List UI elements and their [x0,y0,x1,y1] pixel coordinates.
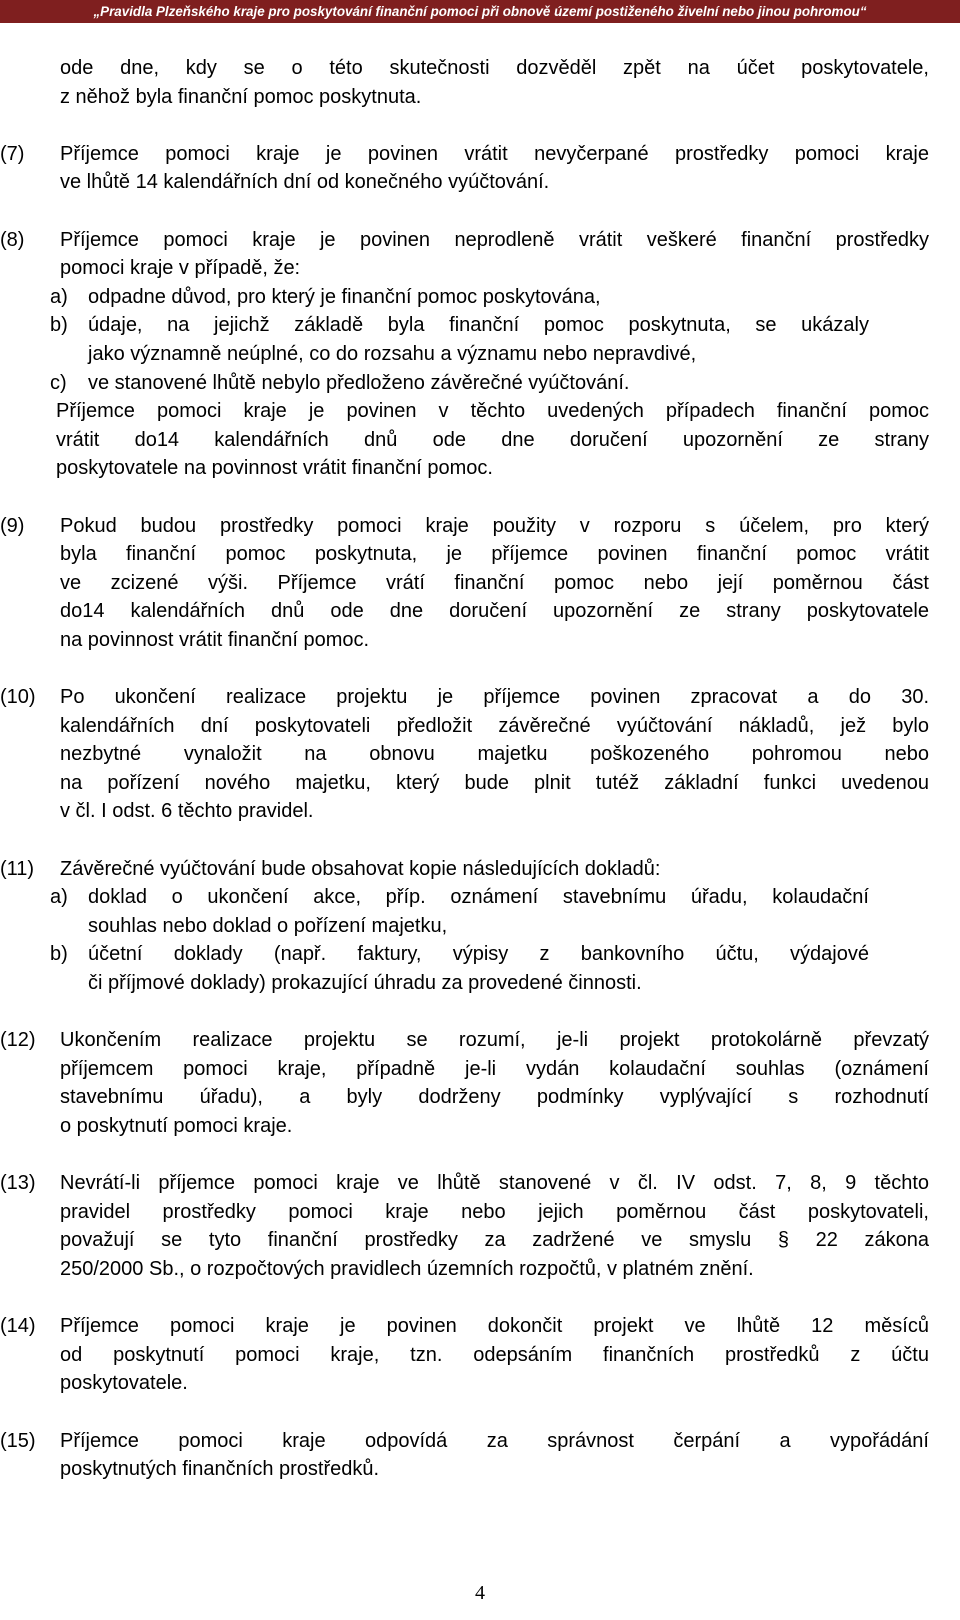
text-line: pravidel prostředky pomoci kraje nebo jejich poměrnou část poskytovateli, [60,1200,929,1223]
list-item [50,369,869,398]
paragraph-13 [0,1169,929,1283]
text-line: poskytovatele. [60,1372,188,1395]
list-item [50,883,869,940]
text-line: či příjmové doklady) prokazující úhradu za provedené činnosti. [88,972,642,994]
text-line: odpadne důvod, pro který je finanční pomoc poskytována, [88,285,601,308]
text-line: příjemcem pomoci kraje, případně je-li vydán kolaudační souhlas (oznámení [60,1057,929,1080]
paragraph-number: (15) [0,1429,36,1452]
text-line: o poskytnutí pomoci kraje. [60,1114,293,1137]
text-line: do14 kalendářních dnů ode dne doručení upozornění ze strany poskytovatele [60,600,929,623]
text-line: poskytovatele na povinnost vrátit finanční pomoc. [56,457,493,480]
list-marker: b) [50,943,68,966]
paragraph-8-list [0,283,960,397]
text-line: Po ukončení realizace projektu je příjemce povinen zpracovat a do 30. [60,686,929,709]
paragraph-15 [0,1427,929,1484]
paragraph-11 [0,855,929,884]
intro-paragraph [60,54,929,111]
text-line: Ukončením realizace projektu se rozumí, je-li projekt protokolárně převzatý [60,1029,929,1052]
paragraph-9 [0,512,929,655]
text-line: poskytnutých finančních prostředků. [60,1458,380,1481]
text-line: 250/2000 Sb., o rozpočtových pravidlech územních rozpočtů, v platném znění. [60,1257,754,1280]
text-line: Závěrečné vyúčtování bude obsahovat kopie následujících dokladů: [60,857,661,880]
text-line: Příjemce pomoci kraje je povinen v těchto uvedených případech finanční pomoc [56,400,929,423]
text-line: považují se tyto finanční prostředky za zadržené ve smyslu § 22 zákona [60,1229,929,1252]
page-number: 4 [475,1582,485,1604]
text-line: Příjemce pomoci kraje je povinen neprodleně vrátit veškeré finanční prostředky [60,228,929,251]
paragraph-12 [0,1026,929,1140]
text-line: Nevrátí-li příjemce pomoci kraje ve lhůtě stanovené v čl. IV odst. 7, 8, 9 těchto [60,1172,929,1195]
list-marker: b) [50,314,68,337]
text-line: z něhož byla finanční pomoc poskytnuta. [60,85,422,108]
paragraph-number: (10) [0,686,36,709]
text-line: ve stanovené lhůtě nebylo předloženo závěrečné vyúčtování. [88,371,630,394]
paragraph-8 [0,226,929,283]
paragraph-number: (13) [0,1172,36,1195]
text-line: v čl. I odst. 6 těchto pravidel. [60,800,314,823]
list-marker: a) [50,886,68,909]
paragraph-11-list [0,883,960,997]
text-line: jako významně neúplné, co do rozsahu a významu nebo nepravdivé, [88,342,697,365]
text-line: Příjemce pomoci kraje odpovídá za správnost čerpání a vypořádání [60,1429,929,1452]
list-item [50,311,869,368]
paragraph-number: (7) [0,142,25,165]
paragraph-8-tail [56,397,929,483]
text-line: pomoci kraje v případě, že: [60,257,301,280]
text-line: na pořízení nového majetku, který bude plnit tutéž základní funkci uvedenou [60,771,929,794]
text-line: účetní doklady (např. faktury, výpisy z bankovního účtu, výdajové [88,943,869,966]
paragraph-10 [0,683,929,826]
list-item [50,283,869,312]
list-item [50,940,869,997]
text-line: souhlas nebo doklad o pořízení majetku, [88,914,448,937]
text-line: Pokud budou prostředky pomoci kraje použity v rozporu s účelem, pro který [60,514,929,537]
text-line: údaje, na jejichž základě byla finanční pomoc poskytnuta, se ukázaly [88,314,869,337]
paragraph-number: (9) [0,514,25,537]
paragraph-number: (11) [0,857,35,880]
list-marker: c) [50,371,67,394]
text-line: byla finanční pomoc poskytnuta, je příjemce povinen finanční pomoc vrátit [60,543,929,566]
text-line: ve lhůtě 14 kalendářních dní od konečného vyúčtování. [60,171,550,194]
document-header: „Pravidla Plzeňského kraje pro poskytování finanční pomoci při obnově území postiženého živelní nebo jinou pohromou“ [0,0,960,23]
paragraph-number: (8) [0,228,25,251]
paragraph-14 [0,1312,929,1398]
paragraph-number: (12) [0,1029,36,1052]
text-line: nezbytné vynaložit na obnovu majetku poškozeného pohromou nebo [60,743,929,766]
text-line: doklad o ukončení akce, příp. oznámení stavebnímu úřadu, kolaudační [88,886,869,909]
paragraph-7 [0,140,929,197]
text-line: od poskytnutí pomoci kraje, tzn. odepsáním finančních prostředků z účtu [60,1343,929,1366]
text-line: kalendářních dní poskytovateli předložit závěrečné vyúčtování nákladů, jež bylo [60,714,929,737]
text-line: Příjemce pomoci kraje je povinen vrátit nevyčerpané prostředky pomoci kraje [60,142,929,165]
text-line: na povinnost vrátit finanční pomoc. [60,628,370,651]
text-line: ve zcizené výši. Příjemce vrátí finanční pomoc nebo její poměrnou část [60,571,929,594]
text-line: Příjemce pomoci kraje je povinen dokončit projekt ve lhůtě 12 měsíců [60,1315,929,1338]
paragraph-number: (14) [0,1315,36,1338]
text-line: ode dne, kdy se o této skutečnosti dozvěděl zpět na účet poskytovatele, [60,57,929,79]
text-line: vrátit do14 kalendářních dnů ode dne doručení upozornění ze strany [56,428,929,451]
text-line: stavebnímu úřadu), a byly dodrženy podmínky vyplývající s rozhodnutí [60,1086,929,1109]
list-marker: a) [50,285,68,308]
document-body [0,54,960,1484]
